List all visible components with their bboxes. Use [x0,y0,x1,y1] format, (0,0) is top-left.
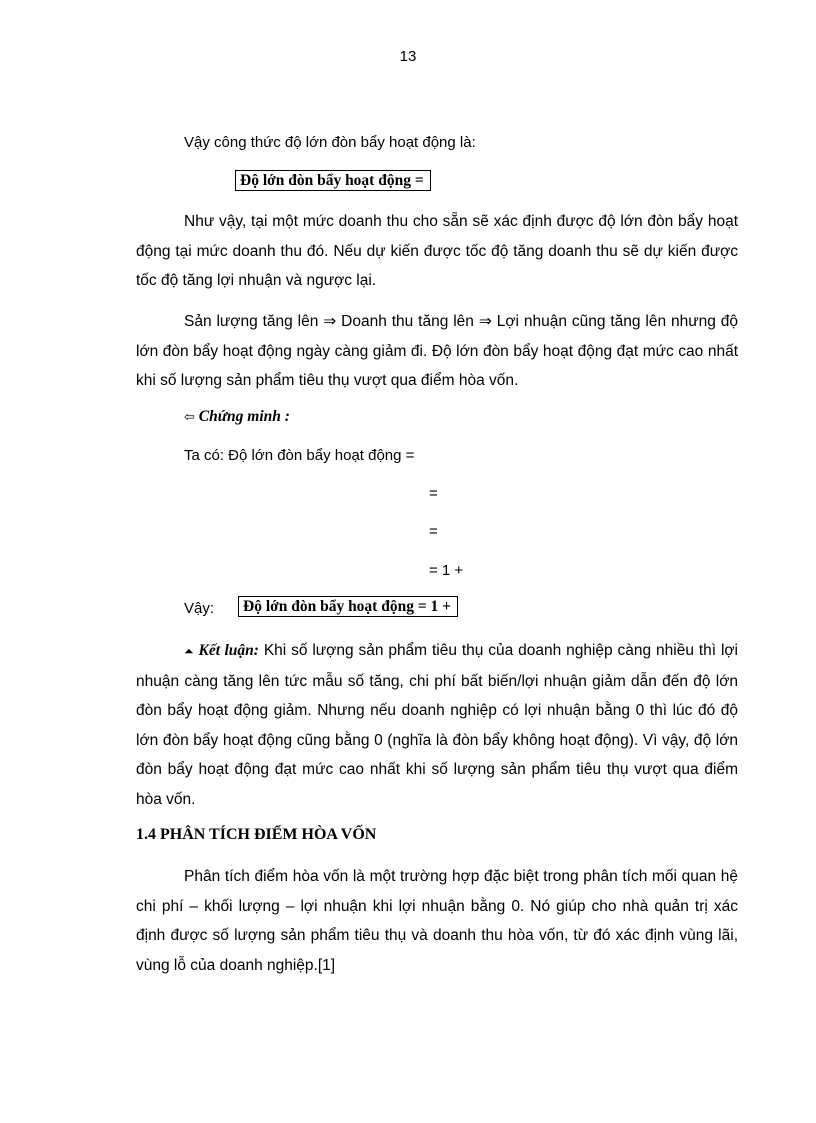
page-number: 13 [399,48,417,65]
conclusion-label: Kết luận: [198,642,259,659]
proof-eq-2: = [429,485,438,502]
left-arrow-icon: ⇦ [184,410,195,425]
paragraph-2-text: Sản lượng tăng lên ⇒ Doanh thu tăng lên ⇒ Lợi nhuận cũng tăng lên nhưng độ lớn đòn bẩy hoạt động ngày càng giảm đi. Độ lớn đòn bẩy hoạt động đạt mức cao nhất khi số lượng sản phẩm tiêu thụ vượt qua điểm hòa vốn. [136,313,738,389]
paragraph-2 [136,307,738,396]
proof-label: Chứng minh : [198,408,290,425]
section-heading: 1.4 PHÂN TÍCH ĐIỂM HÒA VỐN [136,826,377,843]
proof-line-1: Ta có: Độ lớn đòn bẩy hoạt động = [184,447,415,464]
conclusion-paragraph [136,636,738,814]
paragraph-1 [136,207,738,296]
caret-up-icon: ⏶ [184,644,194,658]
conclusion-text: Khi số lượng sản phẩm tiêu thụ của doanh nghiệp càng nhiều thì lợi nhuận càng tăng lên tức mẫu số tăng, chi phí bất biến/lợi nhuận giảm dẫn đến độ lớn đòn bẩy hoạt động giảm. Nhưng nếu doanh nghiệp có lợi nhuận bằng 0 thì lúc đó độ lớn đòn bẩy hoạt động cũng bằng 0 (nghĩa là đòn bẩy không hoạt động). Vì vậy, độ lớn đòn bẩy hoạt động đạt mức cao nhất khi số lượng sản phẩm tiêu thụ vượt qua điểm hòa vốn. [136,642,738,808]
proof-eq-4: = 1 + [429,562,464,579]
proof-eq-3: = [429,523,438,540]
paragraph-3-text: Phân tích điểm hòa vốn là một trường hợp đặc biệt trong phân tích mối quan hệ chi phí – khối lượng – lợi nhuận khi lợi nhuận bằng 0. Nó giúp cho nhà quản trị xác định được số lượng sản phẩm tiêu thụ và doanh thu hòa vốn, từ đó xác định vùng lãi, vùng lỗ của doanh nghiệp.[1] [136,868,738,974]
formula-box-2 [238,598,458,616]
formula-box-1 [235,172,431,190]
formula-box-1-text: Độ lớn đòn bẩy hoạt động = [235,170,431,191]
paragraph-1-text: Như vậy, tại một mức doanh thu cho sẵn sẽ xác định được độ lớn đòn bẩy hoạt động tại mức doanh thu đó. Nếu dự kiến được tốc độ tăng doanh thu sẽ dự kiến được tốc độ tăng lợi nhuận và ngược lại. [136,213,738,289]
paragraph-3 [136,862,738,980]
intro-line: Vậy công thức độ lớn đòn bẩy hoạt động là: [184,134,476,151]
conclusion-prefix: Vậy: [184,600,215,617]
formula-box-2-text: Độ lớn đòn bẩy hoạt động = 1 + [238,596,458,617]
proof-heading [184,408,290,426]
